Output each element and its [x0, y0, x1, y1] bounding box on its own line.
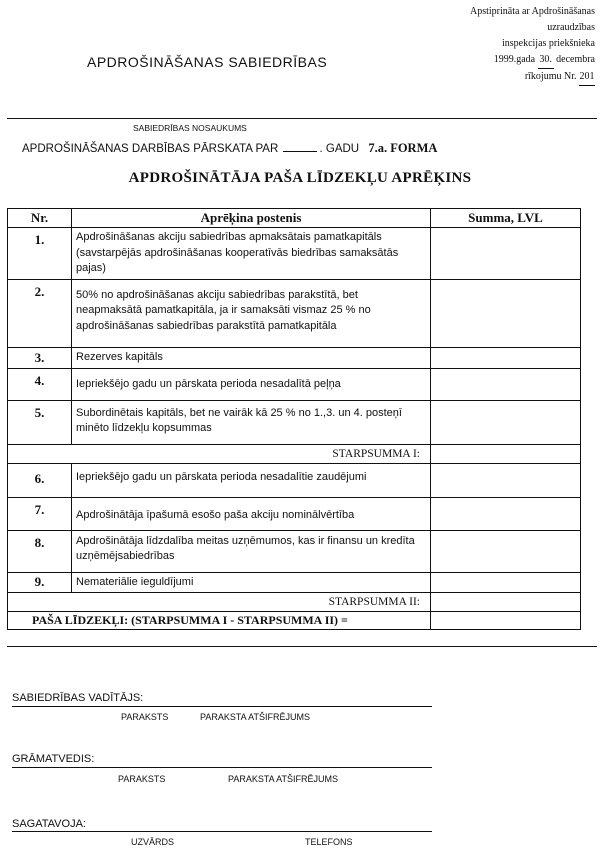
- row-text: Iepriekšējo gadu un pārskata perioda nesadalītā peļņa: [76, 377, 341, 390]
- report-year-field[interactable]: [283, 141, 317, 152]
- company-heading: APDROŠINĀŠANAS SABIEDRĪBAS: [87, 54, 328, 70]
- approval-day: 30.: [538, 52, 554, 69]
- subtotal-2-label: STARPSUMMA II:: [328, 596, 420, 608]
- accountant-sign-caption: PARAKSTS: [118, 774, 166, 784]
- header-nr: Nr.: [8, 209, 72, 228]
- report-suffix: . GADU: [319, 143, 360, 155]
- total-row: [8, 612, 581, 630]
- sum-cell[interactable]: [431, 368, 581, 400]
- row-text: Iepriekšējo gadu un pārskata perioda nesadalītie zaudējumi: [76, 470, 367, 483]
- approval-date: [420, 52, 595, 69]
- row-text: 50% no apdrošināšanas akciju sabiedrības parakstītā, bet neapmaksātā pamatkapitāla, ja ir samaksāti vismaz 25 % no apdrošināšanas sabiedrības parakstītā pamatkapitāla: [76, 288, 371, 332]
- table-row: [8, 400, 581, 444]
- table-row: [8, 497, 581, 530]
- row-text: Rezerves kapitāls: [76, 350, 163, 363]
- sum-cell[interactable]: [431, 228, 581, 280]
- total-label: PAŠA LĪDZEKĻI: (STARPSUMMA I - STARPSUMMA II) =: [32, 613, 348, 627]
- approval-line-1: Apstiprināta ar Apdrošināšanas uzraudzības: [470, 6, 595, 33]
- preparer-line[interactable]: [12, 831, 432, 832]
- approval-year: 1999: [493, 54, 514, 65]
- sum-cell[interactable]: [431, 530, 581, 572]
- sum-cell[interactable]: [431, 497, 581, 530]
- sum-cell[interactable]: [431, 400, 581, 444]
- table-row: [8, 228, 581, 280]
- approval-line-2: inspekcijas priekšnieka: [501, 38, 595, 49]
- preparer-phone-caption: TELEFONS: [305, 837, 353, 847]
- company-name-label: SABIEDRĪBAS NOSAUKUMS: [133, 123, 247, 133]
- subtotal-2-sum[interactable]: [431, 593, 581, 612]
- sum-cell[interactable]: [431, 572, 581, 593]
- accountant-signature-line[interactable]: [12, 767, 432, 768]
- total-sum[interactable]: [431, 612, 581, 630]
- company-name-line[interactable]: [7, 118, 597, 119]
- report-text: APDROŠINĀŠANAS DARBĪBAS PĀRSKATA PAR: [22, 143, 279, 155]
- head-label: SABIEDRĪBAS VADĪTĀJS:: [12, 692, 144, 704]
- subtotal-1-label: STARPSUMMA I:: [332, 447, 420, 460]
- row-nr: 3.: [34, 349, 45, 365]
- row-text: Subordinētais kapitāls, bet ne vairāk kā 25 % no 1.,3. un 4. posteņī minēto līdzekļu kopsummas: [76, 406, 402, 434]
- preparer-name-caption: UZVĀRDS: [131, 837, 175, 847]
- preparer-label: SAGATAVOJA:: [12, 818, 86, 830]
- row-nr: 9.: [34, 573, 45, 589]
- row-text: Apdrošināšanas akciju sabiedrības apmaksātais pamatkapitāls (savstarpējās apdrošināšanas kooperatīvās biedrības samaksātās pajas): [76, 231, 399, 274]
- approval-gada: .gada: [513, 54, 536, 65]
- table-row: [8, 347, 581, 368]
- sum-cell[interactable]: [431, 279, 581, 347]
- table-row: [8, 279, 581, 347]
- row-nr: 5.: [34, 404, 45, 420]
- subtotal-1-row: [8, 444, 581, 463]
- separator-line: [7, 646, 597, 647]
- table-row: [8, 368, 581, 400]
- head-decode-caption: PARAKSTA ATŠIFRĒJUMS: [200, 712, 311, 722]
- form-label: 7.a. FORMA: [368, 141, 438, 155]
- approval-order-no: 201: [579, 69, 595, 86]
- document-title: APDROŠINĀTĀJA PAŠA LĪDZEKĻU APRĒĶINS: [128, 170, 472, 186]
- row-text: Apdrošinātāja īpašumā esošo paša akciju nominālvērtība: [76, 508, 355, 521]
- table-header: [8, 209, 581, 228]
- head-sign-caption: PARAKSTS: [121, 712, 169, 722]
- report-line: [22, 141, 437, 156]
- header-item: Aprēķina postenis: [72, 209, 431, 228]
- calculation-table: [7, 208, 581, 630]
- accountant-label: GRĀMATVEDIS:: [12, 753, 95, 765]
- table-row: [8, 530, 581, 572]
- row-nr: 2.: [34, 283, 45, 299]
- approval-month: decembra: [556, 54, 595, 65]
- row-text: Apdrošinātāja līdzdalība meitas uzņēmumos, kas ir finansu un kredīta uzņēmējsabiedrības: [76, 534, 415, 562]
- table-row: [8, 572, 581, 593]
- approval-order: [420, 69, 595, 86]
- row-nr: 8.: [34, 534, 45, 550]
- approval-stamp: [420, 4, 595, 86]
- subtotal-1-sum[interactable]: [431, 444, 581, 463]
- sum-cell[interactable]: [431, 347, 581, 368]
- header-sum: Summa, LVL: [431, 209, 581, 228]
- row-nr: 7.: [34, 501, 45, 517]
- accountant-decode-caption: PARAKSTA ATŠIFRĒJUMS: [228, 774, 339, 784]
- row-nr: 1.: [34, 232, 45, 247]
- table-row: [8, 463, 581, 497]
- subtotal-2-row: [8, 593, 581, 612]
- approval-order-label: rīkojumu Nr.: [524, 71, 577, 82]
- row-nr: 4.: [34, 372, 45, 388]
- head-signature-line[interactable]: [12, 706, 432, 707]
- row-nr: 6.: [34, 470, 45, 486]
- row-text: Nemateriālie ieguldījumi: [76, 575, 194, 588]
- sum-cell[interactable]: [431, 463, 581, 497]
